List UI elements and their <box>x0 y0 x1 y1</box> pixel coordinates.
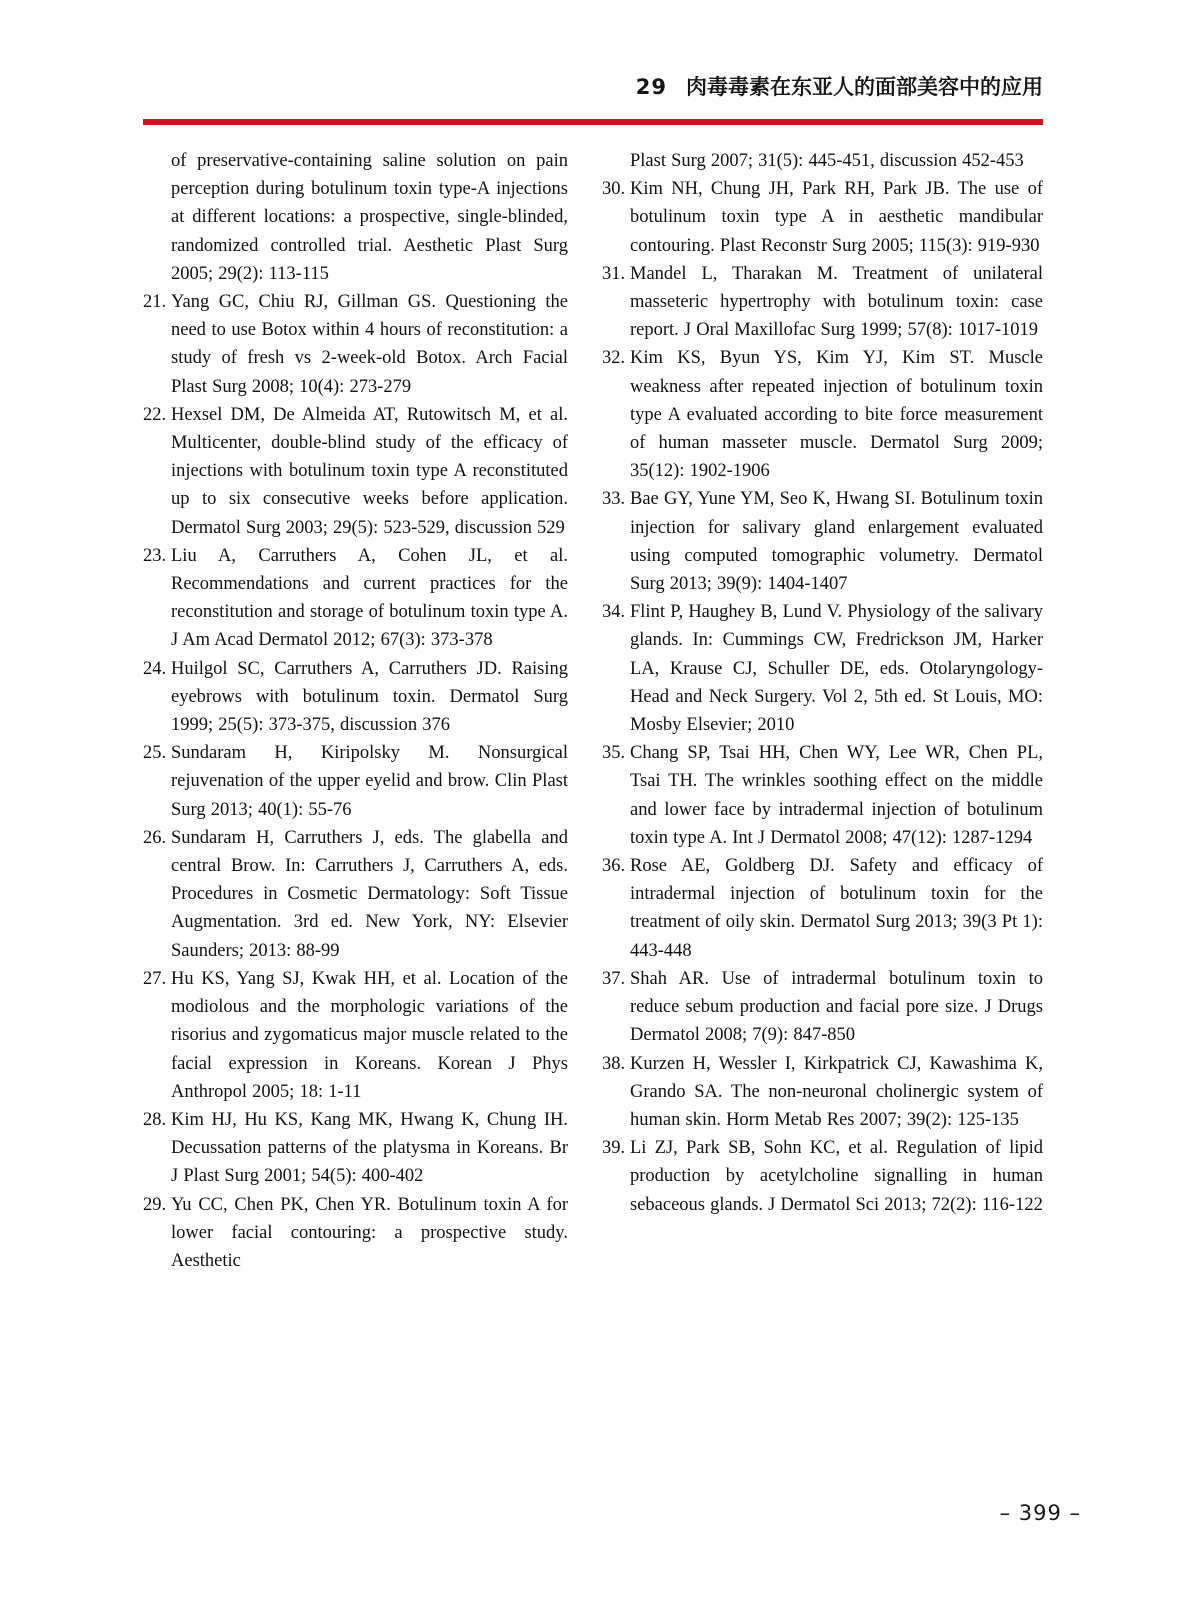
reference-number: 25. <box>143 743 167 764</box>
reference-item <box>143 401 568 542</box>
reference-item <box>602 260 1043 345</box>
reference-number: 38. <box>602 1053 626 1074</box>
reference-item <box>602 1050 1043 1135</box>
reference-item <box>143 655 568 740</box>
reference-text: of preservative-containing saline solution on pain perception during botulinum toxin type-A injections at different locations: a prospective, single-blinded, randomized controlled trial. Aesthetic Plast Surg 2005; 29(2): 113-115 <box>171 151 568 284</box>
reference-item <box>602 1134 1043 1219</box>
reference-number: 32. <box>602 348 626 369</box>
reference-text: Kim HJ, Hu KS, Kang MK, Hwang K, Chung IH. Decussation patterns of the platysma in Koreans. Br J Plast Surg 2001; 54(5): 400-402 <box>171 1109 568 1187</box>
reference-number: 39. <box>602 1138 626 1159</box>
reference-item <box>143 1106 568 1191</box>
reference-text: Yu CC, Chen PK, Chen YR. Botulinum toxin A for lower facial contouring: a prospective study. Aesthetic <box>171 1194 568 1271</box>
reference-text: Yang GC, Chiu RJ, Gillman GS. Questioning the need to use Botox within 4 hours of reconstitution: a study of fresh vs 2-week-old Botox. Arch Facial Plast Surg 2008; 10(4): 273-279 <box>171 292 568 397</box>
reference-item <box>602 485 1043 598</box>
reference-text: Hexsel DM, De Almeida AT, Rutowitsch M, et al. Multicenter, double-blind study of the efficacy of injections with botulinum toxin type A reconstituted up to six consecutive weeks before application. Dermatol Surg 2003; 29(5): 523-529, discussion 529 <box>171 404 568 538</box>
reference-text: Plast Surg 2007; 31(5): 445-451, discussion 452-453 <box>630 151 1024 171</box>
reference-number: 34. <box>602 602 626 623</box>
reference-item <box>602 965 1043 1050</box>
reference-item <box>143 288 568 401</box>
reference-number: 29. <box>143 1194 167 1215</box>
reference-text: Mandel L, Tharakan M. Treatment of unilateral masseteric hypertrophy with botulinum toxin: case report. J Oral Maxillofac Surg 1999; 57(8): 1017-1019 <box>630 263 1043 341</box>
reference-number: 22. <box>143 404 167 425</box>
reference-text: Bae GY, Yune YM, Seo K, Hwang SI. Botulinum toxin injection for salivary gland enlargement evaluated using computed tomographic volumetry. Dermatol Surg 2013; 39(9): 1404-1407 <box>630 489 1043 595</box>
reference-number: 31. <box>602 263 626 284</box>
reference-number: 26. <box>143 827 167 848</box>
reference-number: 33. <box>602 489 626 510</box>
reference-item <box>143 542 568 655</box>
reference-text: Shah AR. Use of intradermal botulinum toxin to reduce sebum production and facial pore size. J Drugs Dermatol 2008; 7(9): 847-850 <box>630 968 1043 1046</box>
reference-item <box>602 598 1043 739</box>
reference-item <box>602 852 1043 965</box>
reference-text: Li ZJ, Park SB, Sohn KC, et al. Regulation of lipid production by acetylcholine signalling in human sebaceous glands. J Dermatol Sci 2013; 72(2): 116-122 <box>630 1138 1043 1215</box>
reference-text: Sundaram H, Kiripolsky M. Nonsurgical rejuvenation of the upper eyelid and brow. Clin Plast Surg 2013; 40(1): 55-76 <box>171 743 568 820</box>
reference-number: 37. <box>602 968 626 989</box>
reference-number: 35. <box>602 743 626 764</box>
reference-item <box>143 824 568 965</box>
reference-text: Liu A, Carruthers A, Cohen JL, et al. Recommendations and current practices for the reconstitution and storage of botulinum toxin type A. J Am Acad Dermatol 2012; 67(3): 373-378 <box>171 545 568 651</box>
references-section <box>143 147 1043 1275</box>
reference-text: Huilgol SC, Carruthers A, Carruthers JD. Raising eyebrows with botulinum toxin. Dermatol Surg 1999; 25(5): 373-375, discussion 376 <box>171 658 568 736</box>
reference-item <box>143 965 568 1106</box>
reference-number: 24. <box>143 658 167 679</box>
reference-text: Sundaram H, Carruthers J, eds. The glabella and central Brow. In: Carruthers J, Carruthers A, eds. Procedures in Cosmetic Dermatology: Soft Tissue Augmentation. 3rd ed. New York, NY: Elsevier Saunders; 2013: 88-99 <box>171 827 568 961</box>
header-rule <box>143 119 1043 125</box>
reference-text: Hu KS, Yang SJ, Kwak HH, et al. Location of the modiolous and the morphologic variations of the risorius and zygomaticus major muscle related to the facial expression in Koreans. Korean J Phys Anthropol 2005; 18: 1-11 <box>171 968 568 1102</box>
reference-item <box>602 344 1043 485</box>
reference-text: Rose AE, Goldberg DJ. Safety and efficacy of intradermal injection of botulinum toxin for the treatment of oily skin. Dermatol Surg 2013; 39(3 Pt 1): 443-448 <box>630 856 1043 961</box>
chapter-number: 29 <box>635 75 667 99</box>
reference-text: Kurzen H, Wessler I, Kirkpatrick CJ, Kawashima K, Grando SA. The non-neuronal cholinergic system of human skin. Horm Metab Res 2007; 39(2): 125-135 <box>630 1053 1043 1130</box>
reference-text: Flint P, Haughey B, Lund V. Physiology of the salivary glands. In: Cummings CW, Fredrickson JM, Harker LA, Krause CJ, Schuller DE, eds. Otolaryngology-Head and Neck Surgery. Vol 2, 5th ed. St Louis, MO: Mosby Elsevier; 2010 <box>630 602 1043 736</box>
references-left-column <box>143 147 568 1275</box>
running-head <box>636 74 1043 100</box>
page-number: – 399 – <box>999 1501 1081 1525</box>
reference-item <box>143 1191 568 1276</box>
reference-text: Chang SP, Tsai HH, Chen WY, Lee WR, Chen PL, Tsai TH. The wrinkles soothing effect on the middle and lower face by intradermal injection of botulinum toxin type A. Int J Dermatol 2008; 47(12): 1287-1294 <box>630 743 1043 848</box>
reference-number: 30. <box>602 179 626 200</box>
reference-number: 23. <box>143 545 167 566</box>
reference-number: 27. <box>143 968 167 989</box>
reference-text: Kim KS, Byun YS, Kim YJ, Kim ST. Muscle weakness after repeated injection of botulinum toxin type A evaluated according to bite force measurement of human masseter muscle. Dermatol Surg 2009; 35(12): 1902-1906 <box>630 348 1043 482</box>
reference-item <box>602 739 1043 852</box>
reference-item <box>143 147 568 288</box>
reference-text: Kim NH, Chung JH, Park RH, Park JB. The use of botulinum toxin type A in aesthetic mandibular contouring. Plast Reconstr Surg 2005; 115(3): 919-930 <box>630 179 1043 256</box>
references-right-column <box>602 147 1043 1275</box>
reference-number: 36. <box>602 856 626 877</box>
reference-item <box>602 175 1043 260</box>
reference-item <box>602 147 1043 175</box>
reference-number: 21. <box>143 292 167 313</box>
reference-number: 28. <box>143 1109 167 1130</box>
chapter-title: 肉毒毒素在东亚人的面部美容中的应用 <box>686 75 1043 99</box>
reference-item <box>143 739 568 824</box>
